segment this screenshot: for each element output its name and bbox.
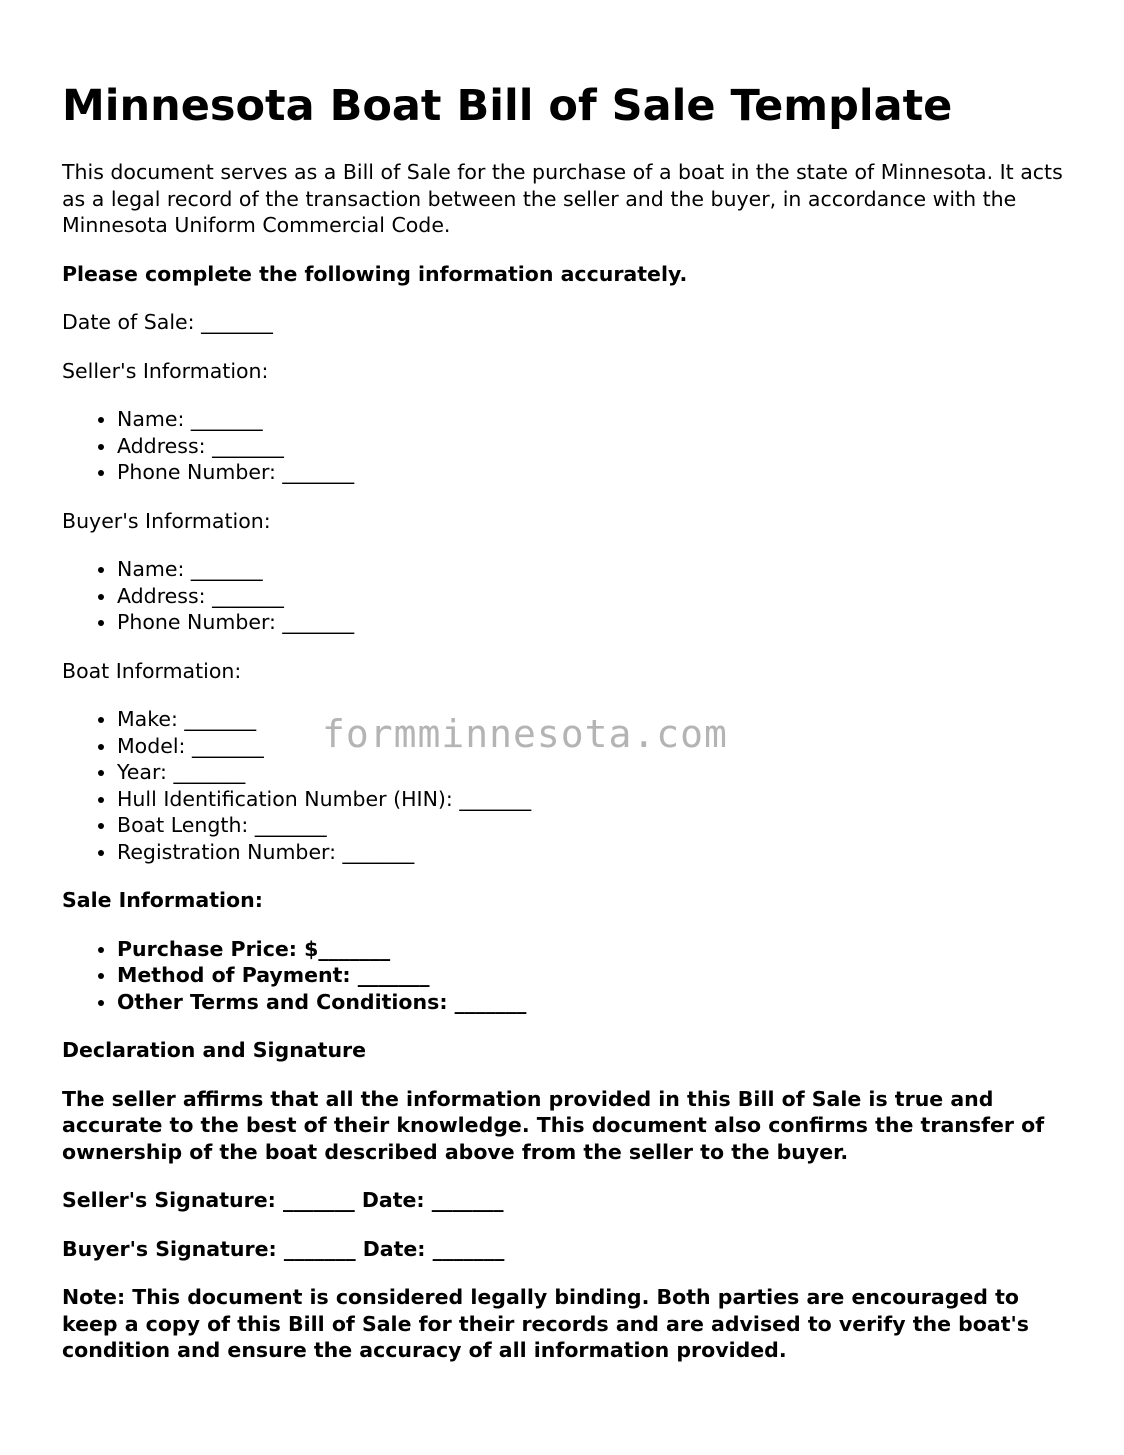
declaration-heading: Declaration and Signature <box>62 1038 367 1062</box>
buyer-signature-line: Buyer's Signature: _______ Date: _______ <box>62 1236 505 1261</box>
buyer-name-field: • Name: _______ <box>117 556 1072 583</box>
seller-address-field: • Address: _______ <box>117 433 1072 460</box>
buyer-phone-field: • Phone Number: _______ <box>117 609 1072 636</box>
seller-signature-line: Seller's Signature: _______ Date: _______ <box>62 1188 504 1212</box>
seller-info-list <box>62 406 1072 486</box>
date-of-sale-field: Date of Sale: _______ <box>62 310 273 334</box>
intro-paragraph: This document serves as a Bill of Sale for the purchase of a boat in the state of Minnesota. It acts as a legal record of the transaction between the seller and the buyer, in accordance with the Minnesota Uniform Commercial Code. <box>62 160 1063 237</box>
declaration-text: The seller affirms that all the information provided in this Bill of Sale is true and accurate to the best of their knowledge. This document also confirms the transfer of ownership of the boat described above from the seller to the buyer. <box>62 1086 1045 1164</box>
sale-info-list <box>62 936 1072 1016</box>
boat-year-field: • Year: _______ <box>117 759 1072 786</box>
seller-phone-field: • Phone Number: _______ <box>117 459 1072 486</box>
payment-method-field: • Method of Payment: _______ <box>117 962 1072 989</box>
buyer-info-list <box>62 556 1072 636</box>
page-title: Minnesota Boat Bill of Sale Template <box>62 81 953 131</box>
boat-model-field: • Model: _______ <box>117 733 1072 760</box>
instruction-text: Please complete the following information accurately. <box>62 261 688 286</box>
boat-length-field: • Boat Length: _______ <box>117 812 1072 839</box>
other-terms-field: • Other Terms and Conditions: _______ <box>117 989 1072 1016</box>
boat-registration-field: • Registration Number: _______ <box>117 839 1072 866</box>
boat-hin-field: • Hull Identification Number (HIN): _______ <box>117 786 1072 813</box>
buyer-section-heading: Buyer's Information: <box>62 508 271 533</box>
purchase-price-field: • Purchase Price: $_______ <box>117 936 1072 963</box>
boat-section-heading: Boat Information: <box>62 658 242 683</box>
buyer-address-field: • Address: _______ <box>117 583 1072 610</box>
boat-make-field: • Make: _______ <box>117 706 1072 733</box>
sale-section-heading: Sale Information: <box>62 888 263 912</box>
legal-note: Note: This document is considered legally binding. Both parties are encouraged to keep a copy of this Bill of Sale for their records and are advised to verify the boat's condition and ensure the accuracy of all information provided. <box>62 1285 1030 1362</box>
watermark: formminnesota.com <box>322 712 728 756</box>
seller-section-heading: Seller's Information: <box>62 358 269 383</box>
seller-name-field: • Name: _______ <box>117 406 1072 433</box>
